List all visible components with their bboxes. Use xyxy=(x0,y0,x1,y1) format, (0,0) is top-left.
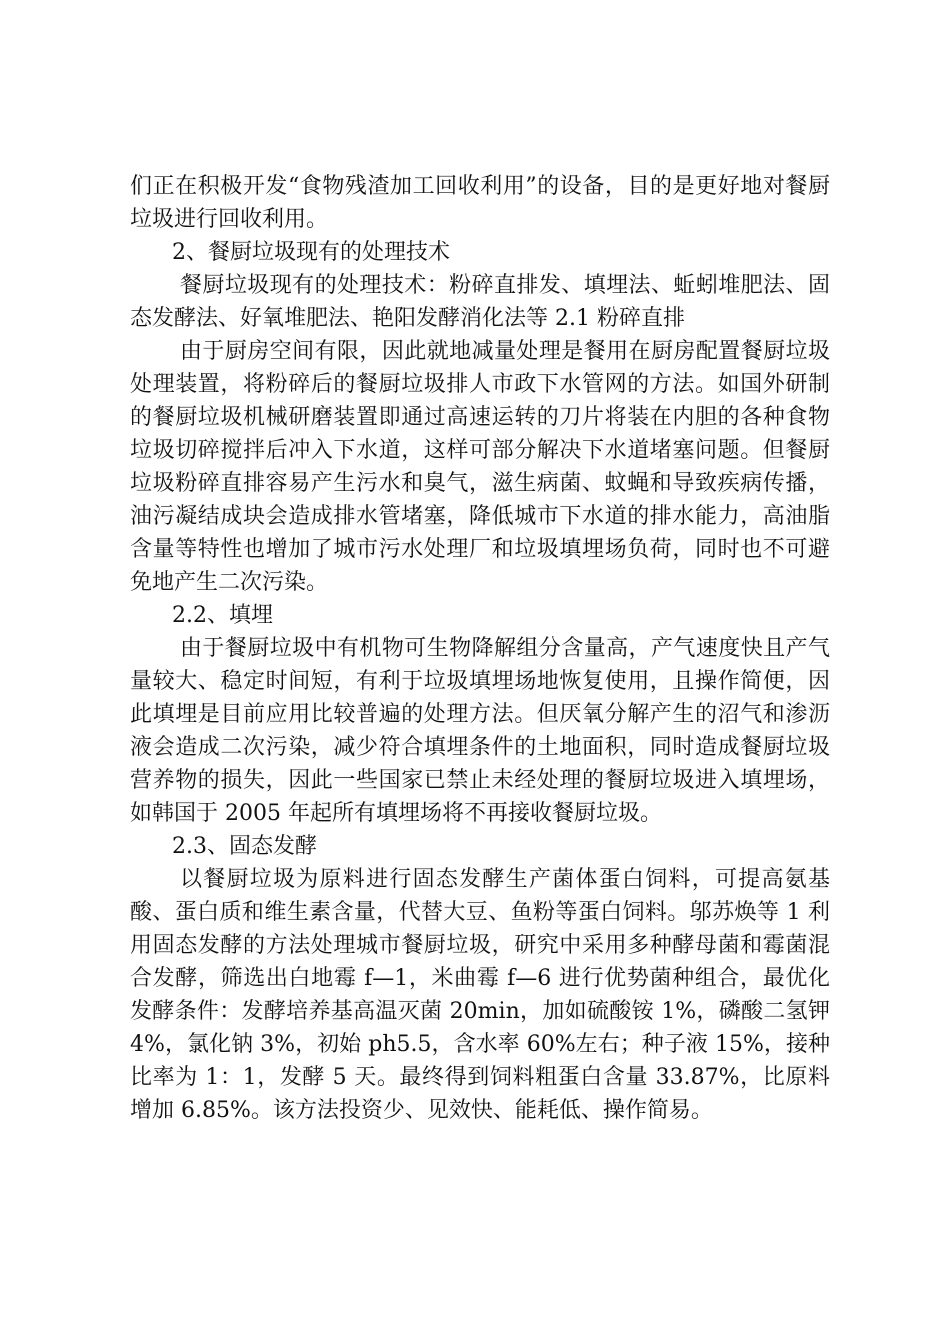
paragraph-technologies-overview: 餐厨垃圾现有的处理技术：粉碎直排发、填埋法、蚯蚓堆肥法、固态发酵法、好氧堆肥法、艳阳发酵消化法等 2.1 粉碎直排 xyxy=(130,273,830,331)
section-heading-2-3: 2.3、固态发酵 xyxy=(172,834,317,859)
paragraph-crush-discharge: 由于厨房空间有限，因此就地减量处理是餐用在厨房配置餐厨垃圾处理装置，将粉碎后的餐厨垃圾排人市政下水管网的方法。如国外研制的餐厨垃圾机械研磨装置即通过高速运转的刀片将装在内胆的各种食物垃圾切碎搅拌后冲入下水道，这样可部分解决下水道堵塞问题。但餐厨垃圾粉碎直排容易产生污水和臭气，滋生病菌、蚊蝇和导致疾病传播，油污凝结成块会造成排水管堵塞，降低城市下水道的排水能力，高油脂含量等特性也增加了城市污水处理厂和垃圾填埋场负荷，同时也不可避免地产生二次污染。 xyxy=(130,339,830,595)
section-heading-2: 2、餐厨垃圾现有的处理技术 xyxy=(172,240,450,265)
paragraph-continued: 们正在积极开发“食物残渣加工回收利用”的设备，目的是更好地对餐厨垃圾进行回收利用。 xyxy=(130,174,830,232)
section-heading-2-2: 2.2、填埋 xyxy=(172,603,273,628)
paragraph-solid-fermentation: 以餐厨垃圾为原料进行固态发酵生产菌体蛋白饲料，可提高氨基酸、蛋白质和维生素含量，代替大豆、鱼粉等蛋白饲料。邬苏焕等 1 利用固态发酵的方法处理城市餐厨垃圾，研究中采用多种酵母菌和霉菌混合发酵，筛选出白地霉 f—1，米曲霉 f—6 进行优势菌种组合，最优化发酵条件：发酵培养基高温灭菌 20min，加如硫酸铵 1%，磷酸二氢钾 4%，氯化钠 3%，初始 ph5.5，含水率 60%左右；种子液 15%，接种比率为 1：1，发酵 5 天。最终得到饲料粗蛋白含量 33.87%，比原料增加 6.85%。该方法投资少、见效快、能耗低、操作简易。 xyxy=(130,867,830,1123)
document-body xyxy=(130,170,830,1127)
paragraph-landfill: 由于餐厨垃圾中有机物可生物降解组分含量高，产气速度快且产气量较大、稳定时间短，有利于垃圾填埋场地恢复使用，且操作简便，因此填埋是目前应用比较普遍的处理方法。但厌氧分解产生的沼气和渗沥液会造成二次污染，减少符合填埋条件的土地面积，同时造成餐厨垃圾营养物的损失，因此一些国家已禁止未经处理的餐厨垃圾进入填埋场，如韩国于 2005 年起所有填埋场将不再接收餐厨垃圾。 xyxy=(130,636,830,826)
